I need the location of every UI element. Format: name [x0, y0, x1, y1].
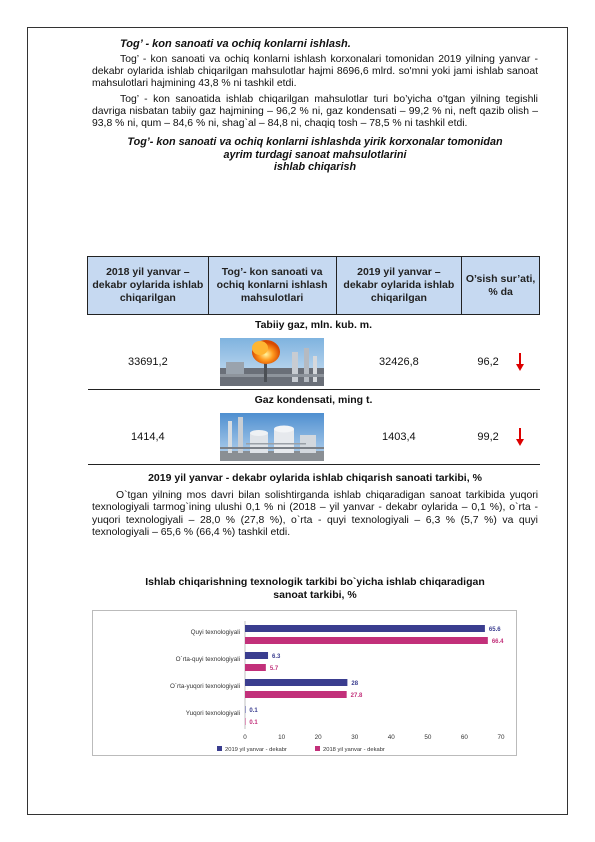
x-tick-label: 20: [314, 734, 322, 741]
bar: [245, 664, 266, 671]
header-growth: O’sish sur’ati, % da: [462, 257, 540, 315]
x-tick-label: 40: [387, 734, 395, 741]
data-label: 28: [351, 681, 359, 687]
value-2019-gas: 32426,8: [336, 335, 462, 390]
x-tick-label: 60: [460, 734, 468, 741]
category-label: O`rta-yuqori texnologiyali: [170, 683, 240, 690]
products-table: [87, 256, 540, 465]
table-title-line-2: ayrim turdagi sanoat mahsulotlarini: [223, 148, 407, 161]
bar: [245, 679, 347, 686]
growth-gas: 96,2: [477, 355, 499, 368]
header-products: Tog’- kon sanoati va ochiq konlarni ishlash mahsulotlari: [208, 257, 336, 315]
category-label: Yuqori texnologiyali: [185, 710, 240, 717]
header-2018: 2018 yil yanvar – dekabr oylarida ishlab chiqarilgan: [88, 257, 209, 315]
gas-flare-photo: [208, 335, 336, 390]
x-tick-label: 10: [278, 734, 286, 741]
growth-gas-cell: [462, 335, 540, 390]
category-label: O`rta-quyi texnologiyali: [175, 656, 240, 663]
data-label: 0.1: [249, 708, 258, 714]
bar: [245, 625, 485, 632]
data-label: 0.1: [249, 720, 258, 726]
table-header-row: [88, 257, 540, 315]
bar: [245, 706, 246, 713]
growth-condensate-cell: [462, 410, 540, 465]
legend-swatch: [315, 746, 320, 751]
data-label: 6.3: [272, 654, 281, 660]
data-label: 66.4: [491, 639, 504, 645]
value-2019-condensate: 1403,4: [336, 410, 462, 465]
paragraph-production-volume: Tog’ - kon sanoati va ochiq konlarni ishlash korxonalari tomonidan 2019 yilning yanvar - dekabr oylarida ishlab chiqarilgan mahsulotlar hajmi 8696,6 mlrd. so'mni yoki jami ishlab sanoat mahsulotlari hajmining 43,8 % ni tashkil etdi.: [92, 54, 538, 90]
paragraph-product-types: Tog’ - kon sanoatida ishlab chiqarilgan mahsulotlar turi bo’yicha o'tgan yilning tegishli davriga nisbatan tabiiy gaz hajmining – 96,2 % ni, gaz kondensati – 99,2 % ni, neft qazib olish – 93,8 % ni, qum – 84,6 % ni, shag`al – 84,8 ni, chaqiq tosh – 78,5 % ni tashkil etdi.: [92, 93, 538, 130]
table-row: [88, 410, 540, 465]
data-label: 27.8: [350, 693, 363, 699]
growth-condensate: 99,2: [477, 430, 499, 443]
table-title-line-3: ishlab chiqarish: [273, 161, 357, 174]
section-label-condensate: Gaz kondensati, ming t.: [254, 394, 373, 406]
data-label: 5.7: [269, 666, 279, 672]
down-arrow-icon: [516, 428, 524, 446]
chart-caption: [92, 576, 538, 602]
value-2018-condensate: 1414,4: [88, 410, 209, 465]
intro-section: [92, 38, 538, 174]
chart-caption-line-2: sanoat tarkibi, %: [273, 589, 357, 601]
data-label: 65.6: [488, 627, 501, 633]
paragraph-technology-structure: O`tgan yilning mos davri bilan solishtirganda ishlab chiqaradigan sanoat tarkibida yuqori texnologiyali tarmog`ining ulushi 0,1 % ni (2018 – yil yanvar - dekabr oylarida – 0,1 %), o`rta - yuqori texnologiyali – 28,0 % (27,8 %), o`rta - quyi texnologiyali – 6,3 % (5,7 %) va quyi texnologiyali – 65,6 % (66,4 %) tashkil etdi.: [92, 490, 538, 539]
bar: [245, 652, 268, 659]
x-tick-label: 30: [351, 734, 359, 741]
x-tick-label: 50: [424, 734, 432, 741]
down-arrow-icon: [516, 353, 524, 371]
table-title-line-1: Tog’- kon sanoati va ochiq konlarni ishlashda yirik korxonalar tomonidan: [127, 136, 503, 149]
structure-caption: 2019 yil yanvar - dekabr oylarida ishlab chiqarish sanoati tarkibi, %: [148, 472, 482, 484]
section-label-natural-gas: Tabiiy gaz, mln. kub. m.: [254, 319, 373, 331]
gas-plant-photo: [208, 410, 336, 465]
bar: [245, 637, 488, 644]
legend-swatch: [217, 746, 222, 751]
header-2019: 2019 yil yanvar – dekabr oylarida ishlab chiqarilgan: [336, 257, 462, 315]
legend-entry: 2018 yil yanvar - dekabr: [323, 747, 385, 753]
x-tick-label: 70: [497, 734, 505, 741]
table-title: [92, 136, 538, 174]
legend-entry: 2019 yil yanvar - dekabr: [225, 747, 287, 753]
x-tick-label: 0: [243, 734, 247, 741]
value-2018-gas: 33691,2: [88, 335, 209, 390]
bar: [245, 691, 347, 698]
technology-structure-chart: [92, 610, 517, 756]
section-title: Tog’ - kon sanoati va ochiq konlarni ishlash.: [120, 38, 351, 50]
section-row-natural-gas: [88, 315, 540, 336]
table-row: [88, 335, 540, 390]
chart-caption-line-1: Ishlab chiqarishning texnologik tarkibi bo`yicha ishlab chiqaradigan: [145, 576, 485, 588]
section-row-condensate: [88, 390, 540, 411]
chart-svg: [93, 611, 518, 757]
category-label: Quyi texnologiyali: [190, 629, 240, 636]
bar: [245, 718, 246, 725]
